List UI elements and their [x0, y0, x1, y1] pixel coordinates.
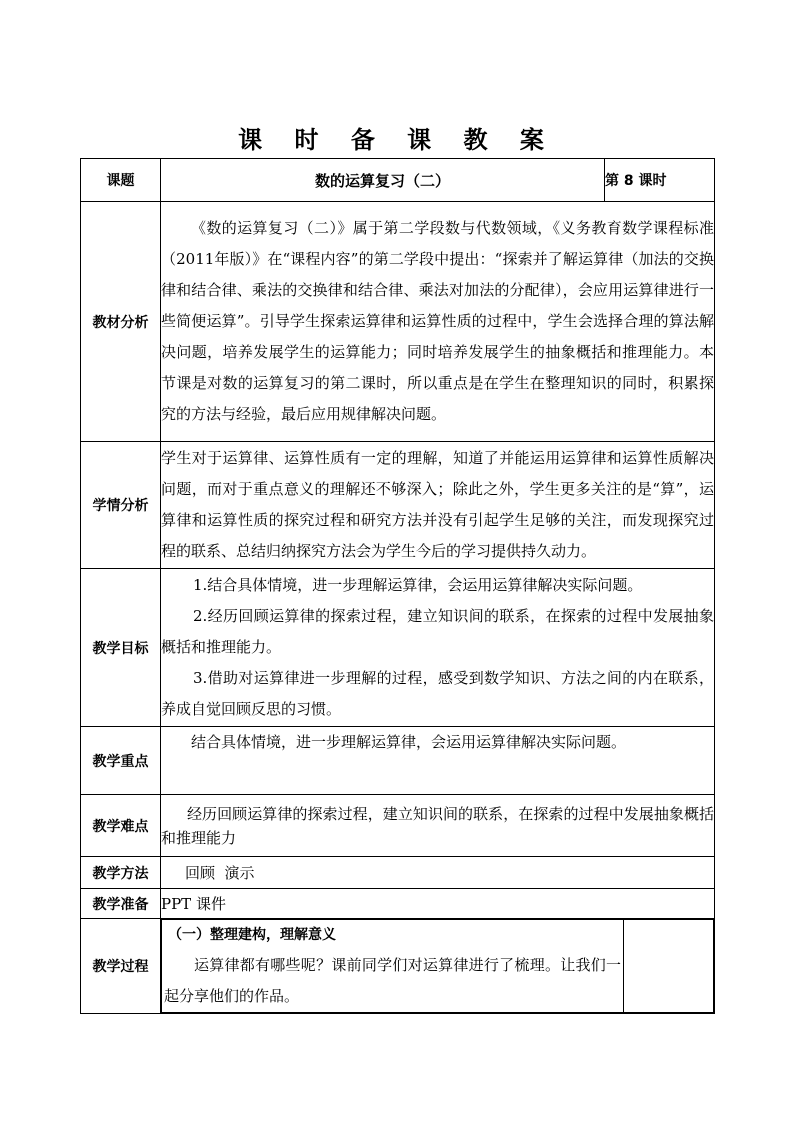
key-point-label: 教学重点 [81, 727, 161, 795]
material-text: 《数的运算复习（二）》属于第二学段数与代数领域，《义务教育数学课程标准（2011年版）》在“课程内容”的第二学段中提出：“探索并了解运算律（加法的交换律和结合律、乘法的交换律和结合律、乘法对加法的分配律），会应用运算律进行一些简便运算”。引导学生探索运算律和运算性质的过程中，学生会选择合理的算法解决问题，培养发展学生的运算能力；同时培养发展学生的抽象概括和推理能力。本节课是对数的运算复习的第二课时，所以重点是在学生在整理知识的同时，积累探究的方法与经验，最后应用规律解决问题。 [161, 219, 715, 423]
difficulty-row [81, 795, 715, 857]
topic-label: 课题 [81, 159, 161, 202]
process-label: 教学过程 [81, 919, 161, 1014]
process-text: 运算律都有哪些呢？课前同学们对运算律进行了梳理。让我们一起分享他们的作品。 [164, 956, 621, 1005]
goals-label: 教学目标 [81, 569, 161, 727]
key-point-row [81, 727, 715, 795]
process-row [81, 919, 715, 1014]
process-notes-cell [624, 920, 714, 1013]
difficulty-text: 经历回顾运算律的探索过程，建立知识间的联系，在探索的过程中发展抽象概括和推理能力 [161, 804, 715, 847]
period-value: 第 8 课时 [605, 159, 715, 202]
prep-text: PPT 课件 [161, 889, 715, 919]
process-heading: （一）整理建构，理解意义 [168, 927, 336, 943]
prep-row [81, 889, 715, 919]
method-row [81, 857, 715, 889]
goal-item-2: 2.经历回顾运算律的探索过程，建立知识间的联系，在探索的过程中发展抽象概括和推理能力。 [161, 607, 715, 656]
learner-row [81, 442, 715, 569]
goal-item-3: 3.借助对运算律进一步理解的过程，感受到数学知识、方法之间的内在联系，养成自觉回顾反思的习惯。 [161, 669, 715, 718]
material-label: 教材分析 [81, 202, 161, 442]
learner-label: 学情分析 [81, 442, 161, 569]
difficulty-label: 教学难点 [81, 795, 161, 857]
page-title: 课 时 备 课 教 案 [238, 126, 556, 154]
method-text: 回顾 演示 [161, 857, 715, 889]
prep-label: 教学准备 [81, 889, 161, 919]
method-label: 教学方法 [81, 857, 161, 889]
lesson-plan-table [80, 158, 715, 1014]
material-row [81, 202, 715, 442]
header-row [81, 159, 715, 202]
goals-row [81, 569, 715, 727]
goal-item-1: 1.结合具体情境，进一步理解运算律，会运用运算律解决实际问题。 [193, 576, 643, 594]
learner-text: 学生对于运算律、运算性质有一定的理解，知道了并能运用运算律和运算性质解决问题，而对于重点意义的理解还不够深入；除此之外，学生更多关注的是“算”，运算律和运算性质的探究过程和研究方法并没有引起学生足够的关注，而发现探究过程的联系、总结归纳探究方法会为学生今后的学习提供持久动力。 [161, 449, 715, 560]
topic-value: 数的运算复习（二） [161, 159, 605, 202]
key-point-text: 结合具体情境，进一步理解运算律，会运用运算律解决实际问题。 [191, 733, 627, 751]
